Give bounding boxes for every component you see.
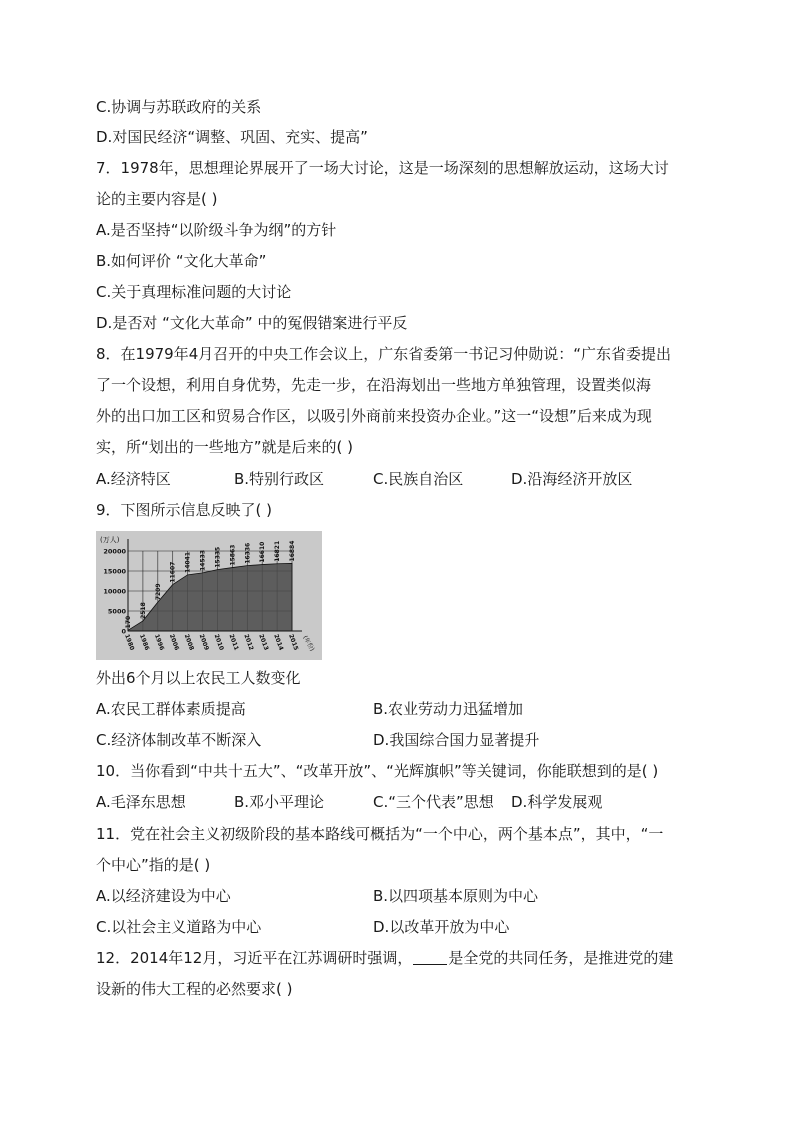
x-tick-label-1980: 1980 (123, 633, 136, 652)
data-label-2014: 16821 (274, 540, 282, 562)
data-label-1986: 2518 (139, 602, 147, 619)
q7-option-d: D.是否对 “文化大革命” 中的冤假错案进行平反 (96, 314, 408, 332)
series-area (128, 563, 292, 631)
data-label-2008: 14041 (184, 551, 192, 573)
data-label-1996: 7209 (154, 583, 162, 601)
q10-option-a: A.毛泽东思想 (96, 793, 186, 811)
q8-stem-line4: 实，所“划出的一些地方”就是后来的( ) (96, 438, 354, 456)
x-axis-label: (年份) (301, 634, 316, 653)
q11-option-d: D.以改革开放为中心 (373, 918, 510, 936)
migrant-worker-area-chart (96, 531, 322, 660)
x-tick-label-2008: 2008 (182, 633, 196, 652)
q7-stem-line1: 7．1978年，思想理论界展开了一场大讨论，这是一场深刻的思想解放运动，这场大讨 (96, 159, 669, 177)
q7-option-b: B.如何评价 “文化大革命” (96, 252, 267, 270)
x-tick-label-2009: 2009 (197, 633, 210, 652)
q8-option-c: C.民族自治区 (373, 470, 464, 488)
q11-option-b: B.以四项基本原则为中心 (373, 887, 539, 905)
x-tick-label-2006: 2006 (167, 633, 181, 652)
q12-stem-part1: 12．2014年12月，习近平在江苏调研时强调， (96, 949, 413, 967)
x-tick-label-2010: 2010 (212, 633, 225, 652)
x-tick-label-1986: 1986 (138, 633, 151, 652)
q10-option-b: B.邓小平理论 (234, 793, 325, 811)
data-label-2009: 14533 (199, 549, 207, 571)
y-axis-label: (万人) (100, 536, 120, 544)
q11-stem-line2: 个中心”指的是( ) (96, 856, 211, 874)
q8-stem-line3: 外的出口加工区和贸易合作区，以吸引外商前来投资办企业。”这一“设想”后来成为现 (96, 407, 652, 425)
data-label-2006: 11607 (169, 561, 177, 583)
y-tick-label-4: 20000 (103, 547, 126, 556)
q9-stem: 9．下图所示信息反映了( ) (96, 501, 273, 519)
y-tick-label-2: 10000 (103, 587, 126, 596)
q12-stem-part2: 是全党的共同任务，是推进党的建 (448, 949, 674, 967)
q9-chart-caption: 外出6个月以上农民工人数变化 (96, 669, 301, 687)
q8-option-a: A.经济特区 (96, 470, 171, 488)
q10-option-c: C.“三个代表”思想 (373, 793, 494, 811)
q11-option-a: A.以经济建设为中心 (96, 887, 231, 905)
q7-stem-line2: 论的主要内容是( ) (96, 190, 218, 208)
data-label-2012: 16336 (244, 542, 252, 564)
data-label-2011: 15863 (229, 544, 237, 566)
q8-stem-line2: 了一个设想，利用自身优势，先走一步，在沿海划出一些地方单独管理，设置类似海 (96, 376, 652, 394)
data-label-2010: 15335 (214, 546, 222, 568)
y-tick-label-1: 5000 (107, 607, 126, 616)
x-tick-label-2015: 2015 (287, 633, 300, 652)
q8-stem-line1: 8．在1979年4月召开的中央工作会议上，广东省委第一书记习仲勋说：“广东省委提出 (96, 345, 672, 363)
q12-stem-line1 (96, 948, 673, 968)
q10-option-d: D.科学发展观 (511, 793, 603, 811)
q9-option-d: D.我国综合国力显著提升 (373, 731, 540, 749)
data-label-2015: 16884 (289, 540, 296, 562)
data-label-2013: 16610 (259, 541, 267, 563)
x-tick-label-2012: 2012 (242, 633, 255, 652)
y-tick-labels (103, 548, 126, 636)
x-tick-label-1996: 1996 (152, 633, 166, 652)
x-tick-label-2013: 2013 (257, 633, 270, 652)
q8-option-d: D.沿海经济开放区 (511, 470, 633, 488)
q9-option-b: B.农业劳动力迅猛增加 (373, 700, 524, 718)
q8-option-b: B.特别行政区 (234, 470, 325, 488)
q11-option-c: C.以社会主义道路为中心 (96, 918, 262, 936)
q6-option-d: D.对国民经济“调整、巩固、充实、提高” (96, 128, 368, 146)
x-tick-labels (123, 633, 299, 651)
q11-stem-line1: 11．党在社会主义初级阶段的基本路线可概括为“一个中心，两个基本点”，其中，“一 (96, 825, 664, 843)
q12-answer-blank (413, 950, 447, 965)
q7-option-c: C.关于真理标准问题的大讨论 (96, 283, 292, 301)
q12-stem-line2: 设新的伟大工程的必然要求( ) (96, 980, 293, 998)
y-tick-label-0: 0 (121, 627, 126, 636)
q10-stem: 10．当你看到“中共十五大”、“改革开放”、“光辉旗帜”等关键词，你能联想到的是( ) (96, 762, 659, 780)
data-label-1980: 170 (125, 615, 132, 629)
q9-option-a: A.农民工群体素质提高 (96, 700, 246, 718)
q7-option-a: A.是否坚持“以阶级斗争为纲”的方针 (96, 221, 337, 239)
x-tick-label-2014: 2014 (272, 633, 285, 652)
y-tick-label-3: 15000 (103, 567, 126, 576)
q6-option-c: C.协调与苏联政府的关系 (96, 98, 262, 116)
q9-option-c: C.经济体制改革不断深入 (96, 731, 262, 749)
x-tick-label-2011: 2011 (227, 633, 240, 652)
